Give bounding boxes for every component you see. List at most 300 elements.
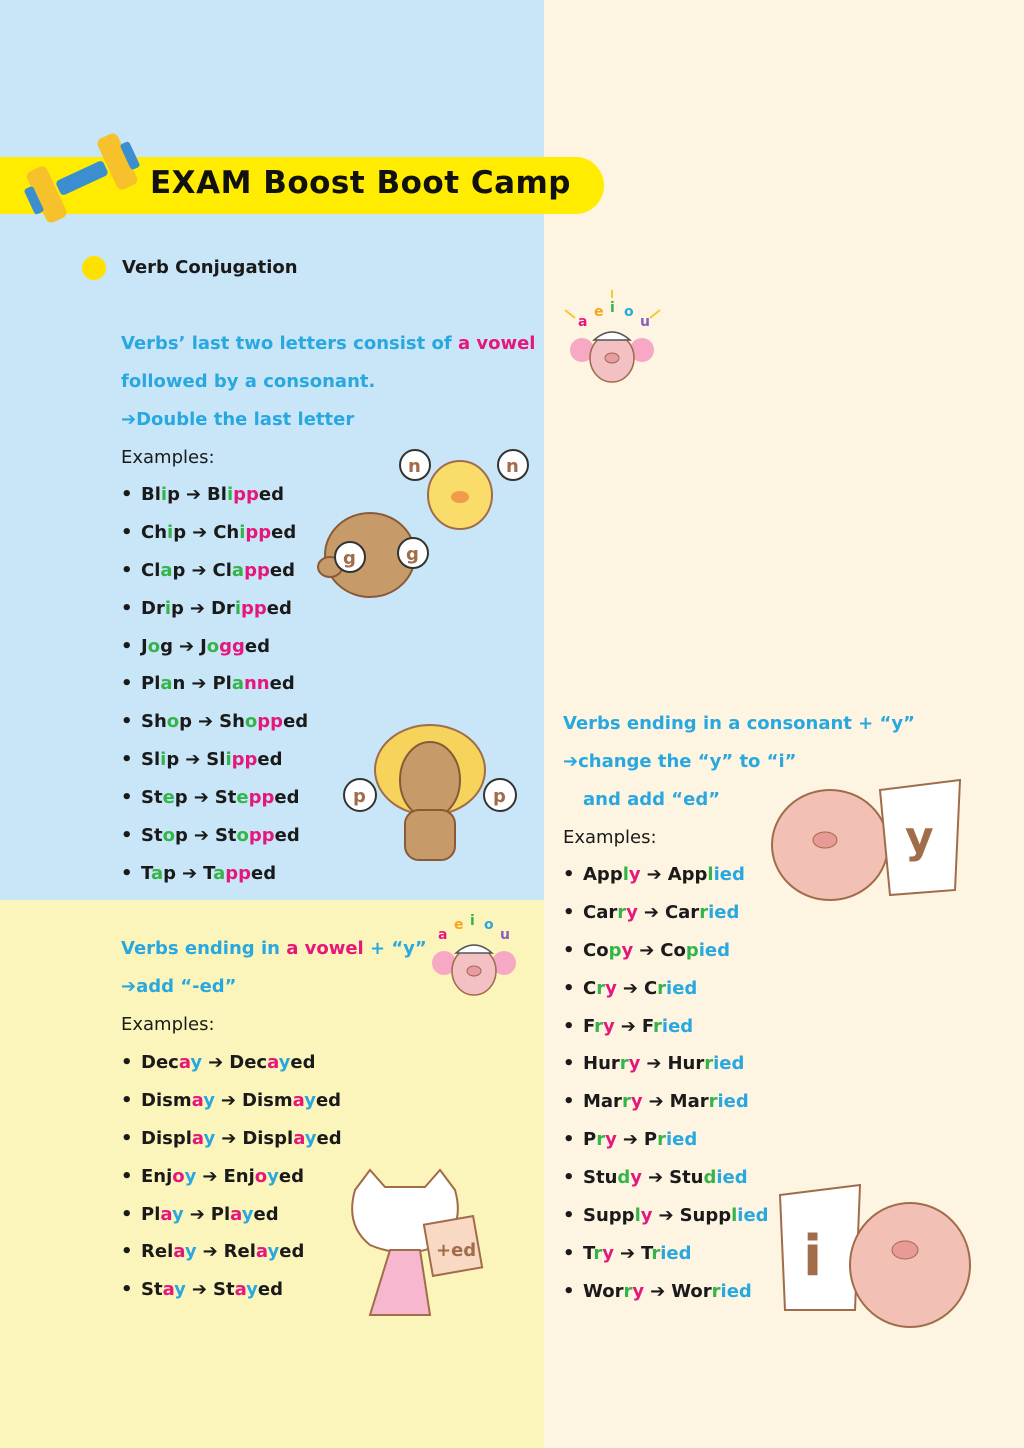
word-segment: r [657, 1129, 667, 1151]
list-item [121, 703, 308, 741]
vowel-i-letter: i [610, 300, 615, 316]
base-verb [583, 940, 633, 961]
base-verb [141, 636, 173, 657]
word-segment: Sl [141, 749, 161, 771]
list-item [121, 779, 308, 817]
bullet-icon: • [121, 711, 133, 733]
word-segment: a [292, 1089, 305, 1111]
word-segment: Bl [207, 484, 227, 505]
examples-label: Examples: [121, 1014, 215, 1035]
word-segment: Cl [141, 559, 161, 581]
arrow-icon: ➔ [193, 825, 209, 847]
arrow-icon: ➔ [202, 1241, 218, 1263]
word-segment: y [630, 1167, 643, 1189]
word-segment: St [141, 787, 163, 809]
bullet-icon: • [121, 1241, 133, 1263]
arrow-icon: ➔ [182, 862, 198, 884]
word-segment: F [641, 1015, 654, 1037]
vowel-i-letter: i [470, 913, 475, 929]
word-segment: ed [257, 749, 283, 771]
word-segment: o [206, 635, 220, 657]
bullet-icon: • [563, 1205, 575, 1227]
word-segment: a [213, 862, 226, 884]
bullet-icon: • [563, 901, 575, 923]
list-item [563, 970, 769, 1008]
word-segment: ed [269, 559, 295, 581]
word-segment: ed [269, 673, 295, 695]
word-segment: i [239, 521, 246, 543]
past-verb [644, 978, 697, 999]
base-verb [141, 1204, 184, 1225]
bullet-icon: • [121, 597, 133, 619]
word-segment: i [164, 597, 171, 619]
word-segment: e [236, 787, 249, 809]
base-verb [583, 1129, 617, 1150]
word-segment: Pl [141, 1203, 161, 1225]
section-title: Verb Conjugation [122, 257, 298, 278]
word-segment: i [160, 749, 167, 771]
lion-illustration [340, 720, 530, 870]
list-item [121, 1233, 342, 1271]
arrow-icon: ➔ [639, 939, 655, 961]
word-segment: o [147, 635, 161, 657]
word-segment: i [226, 484, 234, 505]
bullet-icon: • [121, 862, 133, 884]
arrow-icon: ➔ [178, 635, 195, 657]
base-verb [583, 1243, 614, 1264]
word-segment: y [626, 901, 638, 923]
word-segment: nn [243, 673, 270, 695]
past-verb [641, 1243, 691, 1264]
word-segment: y [603, 1015, 615, 1037]
base-verb [141, 673, 185, 694]
word-segment: a [150, 862, 164, 884]
word-segment: ed [253, 1203, 279, 1225]
examples-label: Examples: [563, 827, 657, 848]
base-verb [583, 864, 641, 885]
word-segment: gg [219, 635, 245, 657]
word-segment: i [160, 484, 168, 505]
word-segment: Ch [141, 521, 168, 543]
dog-chick-illustration [315, 445, 535, 615]
base-verb [141, 522, 186, 543]
past-verb [667, 1053, 744, 1074]
list-item [121, 514, 308, 552]
rule1-line2: followed by a consonant. [121, 371, 376, 392]
bullet-icon: • [121, 1203, 133, 1225]
base-verb [141, 863, 176, 884]
word-segment: a [293, 1127, 305, 1149]
base-verb [583, 978, 617, 999]
sign-n-letter: n [408, 456, 421, 477]
word-segment: ed [283, 711, 309, 733]
past-verb [203, 863, 276, 884]
word-segment: T [141, 862, 151, 884]
word-segment: p [608, 939, 622, 961]
word-segment: p [179, 711, 193, 733]
word-segment: r [623, 1280, 633, 1302]
word-segment: ied [713, 864, 745, 885]
word-segment: ed [274, 825, 300, 847]
arrow-icon: ➔ [208, 1052, 224, 1073]
arrow-icon: ➔ [643, 901, 659, 923]
bullet-icon: • [121, 825, 133, 847]
word-segment: St [213, 1279, 235, 1301]
vowel-e-letter: e [454, 917, 464, 933]
bullet-icon: • [121, 673, 133, 695]
rule1-line1: Verbs’ last two letters consist of [121, 333, 458, 354]
word-segment: y [621, 939, 634, 961]
base-verb [583, 1167, 642, 1188]
word-segment: y [203, 1127, 216, 1149]
past-verb [212, 673, 294, 694]
word-segment: ed [251, 862, 277, 884]
bullet-icon: • [121, 1052, 133, 1073]
arrow-icon: ➔ [648, 1091, 664, 1113]
word-segment: Wor [583, 1280, 624, 1302]
vowel-e-letter: e [594, 304, 604, 320]
arrow-icon: ➔ [189, 1203, 205, 1225]
word-segment: p [174, 825, 188, 847]
base-verb [583, 902, 638, 923]
bullet-icon: • [563, 1053, 575, 1075]
vowel-o-letter: o [624, 304, 634, 320]
arrow-icon: ➔ [193, 787, 209, 809]
word-segment: St [214, 787, 237, 809]
word-segment: pp [240, 597, 267, 619]
word-segment: pp [257, 711, 284, 733]
base-verb [141, 598, 184, 619]
word-segment: r [699, 901, 709, 923]
word-segment: y [267, 1165, 279, 1187]
word-segment: i [167, 521, 174, 543]
list-item [563, 894, 769, 932]
rule2-heading [121, 930, 427, 1006]
vowel-y-list [121, 1044, 342, 1309]
base-verb [583, 1053, 640, 1074]
word-segment: ied [713, 1053, 745, 1075]
arrow-icon: ➔ [185, 484, 202, 505]
past-verb [219, 711, 308, 732]
base-verb [141, 1052, 202, 1073]
word-segment: Dr [210, 597, 235, 619]
past-verb [213, 522, 296, 543]
word-segment: p [685, 939, 699, 961]
word-segment: a [173, 1241, 185, 1263]
list-item [121, 552, 308, 590]
word-segment: i [234, 597, 241, 619]
rule2-line1: Verbs ending in [121, 938, 287, 959]
rule1-heading [121, 325, 535, 439]
word-segment: ied [716, 1167, 748, 1189]
word-segment: C [643, 977, 658, 999]
arrow-icon: ➔ [189, 597, 205, 619]
arrow-icon: ➔ [658, 1205, 674, 1227]
word-segment: d [617, 1167, 631, 1189]
word-segment: g [160, 635, 173, 657]
sign-p-letter: p [493, 786, 506, 807]
vowel-u-letter: u [500, 927, 510, 943]
word-segment: Hur [667, 1053, 705, 1075]
past-verb [665, 902, 739, 923]
word-segment: F [583, 1015, 595, 1037]
past-verb [200, 636, 270, 657]
arrow-icon: ➔ [622, 977, 638, 999]
word-segment: Wor [671, 1280, 712, 1302]
word-segment: r [653, 1015, 662, 1037]
list-item [563, 932, 769, 970]
base-verb [141, 484, 180, 505]
word-segment: ed [278, 1165, 304, 1187]
pig-writing-i-illustration [775, 1180, 990, 1340]
word-segment: l [634, 1205, 641, 1227]
word-segment: pp [231, 749, 258, 771]
arrow-icon: ➔ [650, 1280, 666, 1302]
word-segment: ied [717, 1091, 749, 1113]
word-segment: Co [660, 939, 686, 961]
bullet-icon: • [121, 1165, 133, 1187]
arrow-icon: ➔ [191, 559, 207, 581]
word-segment: p [167, 484, 180, 505]
bullet-icon: • [563, 977, 575, 999]
word-segment: r [596, 1129, 606, 1151]
arrow-icon: ➔ [202, 1165, 218, 1187]
word-segment: ed [316, 1127, 342, 1149]
rule2-vowel-word: a vowel [286, 938, 364, 959]
past-verb [242, 1128, 341, 1149]
arrow-icon: ➔ [646, 1053, 662, 1075]
double-letter-list [121, 476, 308, 893]
word-segment: Rel [141, 1241, 174, 1263]
word-segment: n [172, 673, 186, 695]
word-segment: r [621, 1091, 631, 1113]
word-segment: T [203, 862, 214, 884]
past-verb [213, 560, 295, 581]
word-segment: Bl [141, 484, 161, 505]
word-segment: C [583, 977, 597, 999]
word-segment: ied [720, 1280, 752, 1302]
vowel-o-letter: o [484, 917, 494, 933]
word-segment: p [174, 787, 188, 809]
word-segment: r [651, 1242, 661, 1264]
word-segment: ied [698, 939, 731, 961]
word-segment: Rel [223, 1241, 256, 1263]
bullet-icon: • [121, 1089, 133, 1111]
base-verb [141, 825, 188, 846]
word-segment: a [160, 673, 173, 695]
word-segment: Car [664, 901, 700, 923]
page-title: EXAM Boost Boot Camp [150, 165, 571, 201]
word-segment: Displ [242, 1127, 294, 1149]
word-segment: a [178, 1052, 191, 1073]
section-bullet [82, 256, 106, 280]
list-item [121, 1196, 342, 1234]
word-segment: Supp [679, 1205, 732, 1227]
list-item [563, 1045, 769, 1083]
word-segment: ied [666, 1129, 698, 1151]
list-item [563, 1159, 769, 1197]
word-segment: o [236, 825, 249, 847]
rule3-line3: and add “ed” [583, 789, 721, 810]
word-segment: Sl [206, 749, 226, 771]
word-segment: r [619, 1053, 629, 1075]
arrow-icon: ➔ [192, 521, 208, 543]
bullet-icon: • [563, 1091, 575, 1113]
word-segment: ed [244, 635, 271, 657]
word-segment: d [703, 1167, 717, 1189]
word-segment: pp [245, 521, 272, 543]
list-item [121, 741, 308, 779]
bullet-icon: • [563, 864, 575, 885]
cat-illustration [340, 1165, 510, 1325]
past-verb [644, 1129, 697, 1150]
word-segment: Mar [583, 1091, 622, 1113]
vowel-a-letter: a [438, 927, 448, 943]
past-verb [211, 598, 292, 619]
word-segment: Dism [141, 1089, 192, 1111]
bullet-icon: • [563, 1167, 575, 1189]
word-segment: p [163, 862, 177, 884]
word-segment: a [234, 1279, 247, 1301]
arrow-icon: ➔ [622, 1129, 638, 1151]
list-item [121, 1158, 342, 1196]
word-segment: y [190, 1052, 203, 1073]
word-segment: ed [274, 787, 300, 809]
list-item [121, 1271, 342, 1309]
list-item [121, 1082, 342, 1120]
word-segment: Ch [213, 521, 240, 543]
word-segment: r [617, 901, 627, 923]
past-verb [223, 1166, 303, 1187]
word-segment: Dec [141, 1052, 179, 1073]
word-segment: o [162, 825, 175, 847]
list-item [563, 1008, 769, 1046]
base-verb [141, 787, 188, 808]
word-segment: y [278, 1052, 291, 1073]
word-segment: y [628, 1053, 641, 1075]
word-segment: y [184, 1165, 197, 1187]
word-segment: Displ [141, 1127, 192, 1149]
arrow-icon: ➔ [619, 1242, 636, 1264]
word-segment: r [711, 1280, 721, 1302]
word-segment: Dec [229, 1052, 268, 1073]
list-item [563, 1121, 769, 1159]
word-segment: App [583, 864, 623, 885]
list-item [563, 1273, 769, 1311]
word-segment: ied [708, 901, 740, 923]
past-verb [660, 940, 730, 961]
list-item [121, 855, 308, 893]
rule2-y-text: + “y” [363, 938, 427, 959]
base-verb [141, 1279, 186, 1300]
word-segment: pp [248, 787, 275, 809]
word-segment: a [160, 559, 173, 581]
word-segment: Sh [141, 711, 167, 733]
bullet-icon: • [121, 484, 133, 505]
word-segment: Dr [141, 597, 165, 619]
bullet-icon: • [563, 939, 575, 961]
arrow-icon: ➔ [191, 673, 207, 695]
word-segment: y [632, 1280, 645, 1302]
word-segment: Car [583, 901, 618, 923]
word-segment: ied [666, 977, 698, 999]
bullet-icon: • [563, 1129, 575, 1151]
word-segment: p [172, 559, 186, 581]
arrow-icon: ➔ [221, 1127, 237, 1149]
word-segment: ied [661, 1015, 694, 1037]
list-item [563, 856, 769, 894]
word-segment: p [173, 521, 187, 543]
word-segment: r [594, 1015, 604, 1037]
word-segment: y [184, 1241, 197, 1263]
word-segment: pp [225, 862, 252, 884]
list-item [121, 476, 308, 514]
word-segment: ied [660, 1242, 692, 1264]
bullet-icon: • [121, 559, 133, 581]
word-segment: App [667, 864, 708, 885]
bullet-icon: • [121, 787, 133, 809]
past-verb [669, 1167, 748, 1188]
word-segment: P [583, 1129, 597, 1151]
sign-g-letter: g [406, 544, 419, 565]
rule1-vowel-word: a vowel [457, 333, 536, 354]
word-segment: y [241, 1203, 254, 1225]
word-segment: p [171, 597, 184, 619]
word-segment: Pl [141, 673, 161, 695]
word-segment: r [708, 1091, 718, 1113]
word-segment: Supp [583, 1205, 635, 1227]
arrow-icon: ➔ [646, 864, 662, 885]
word-segment: o [254, 1165, 268, 1187]
word-segment: ed [315, 1089, 342, 1111]
rule1-line3: ➔Double the last letter [121, 409, 355, 430]
base-verb [141, 1166, 196, 1187]
word-segment: a [162, 1279, 175, 1301]
past-verb [207, 484, 284, 505]
word-segment: i [225, 749, 232, 771]
bullet-icon: • [121, 749, 133, 771]
list-item [121, 665, 308, 703]
word-segment: y [203, 1089, 215, 1111]
arrow-icon: ➔ [185, 749, 201, 771]
word-segment: ed [258, 484, 284, 505]
word-segment: Enj [223, 1165, 255, 1187]
past-verb [215, 825, 300, 846]
bullet-icon: • [121, 635, 133, 657]
past-verb [242, 1090, 341, 1111]
bullet-icon: • [563, 1242, 575, 1264]
sign-y-letter: y [905, 812, 934, 863]
word-segment: y [640, 1205, 653, 1227]
bullet-icon: • [121, 521, 133, 543]
arrow-icon: ➔ [191, 1279, 207, 1301]
word-segment: Mar [669, 1091, 709, 1113]
arrow-icon: ➔ [220, 1089, 237, 1111]
bullet-icon: • [121, 1279, 133, 1301]
word-segment: ed [271, 521, 297, 543]
list-item [121, 590, 308, 628]
word-segment: a [231, 673, 244, 695]
bullet-icon: • [121, 1127, 133, 1149]
base-verb [583, 1205, 652, 1226]
word-segment: J [200, 635, 207, 657]
sign-n-letter: n [506, 456, 519, 477]
word-segment: St [141, 825, 163, 847]
base-verb [583, 1016, 615, 1037]
base-verb [141, 1241, 197, 1262]
past-verb [213, 1279, 283, 1300]
word-segment: a [191, 1127, 204, 1149]
